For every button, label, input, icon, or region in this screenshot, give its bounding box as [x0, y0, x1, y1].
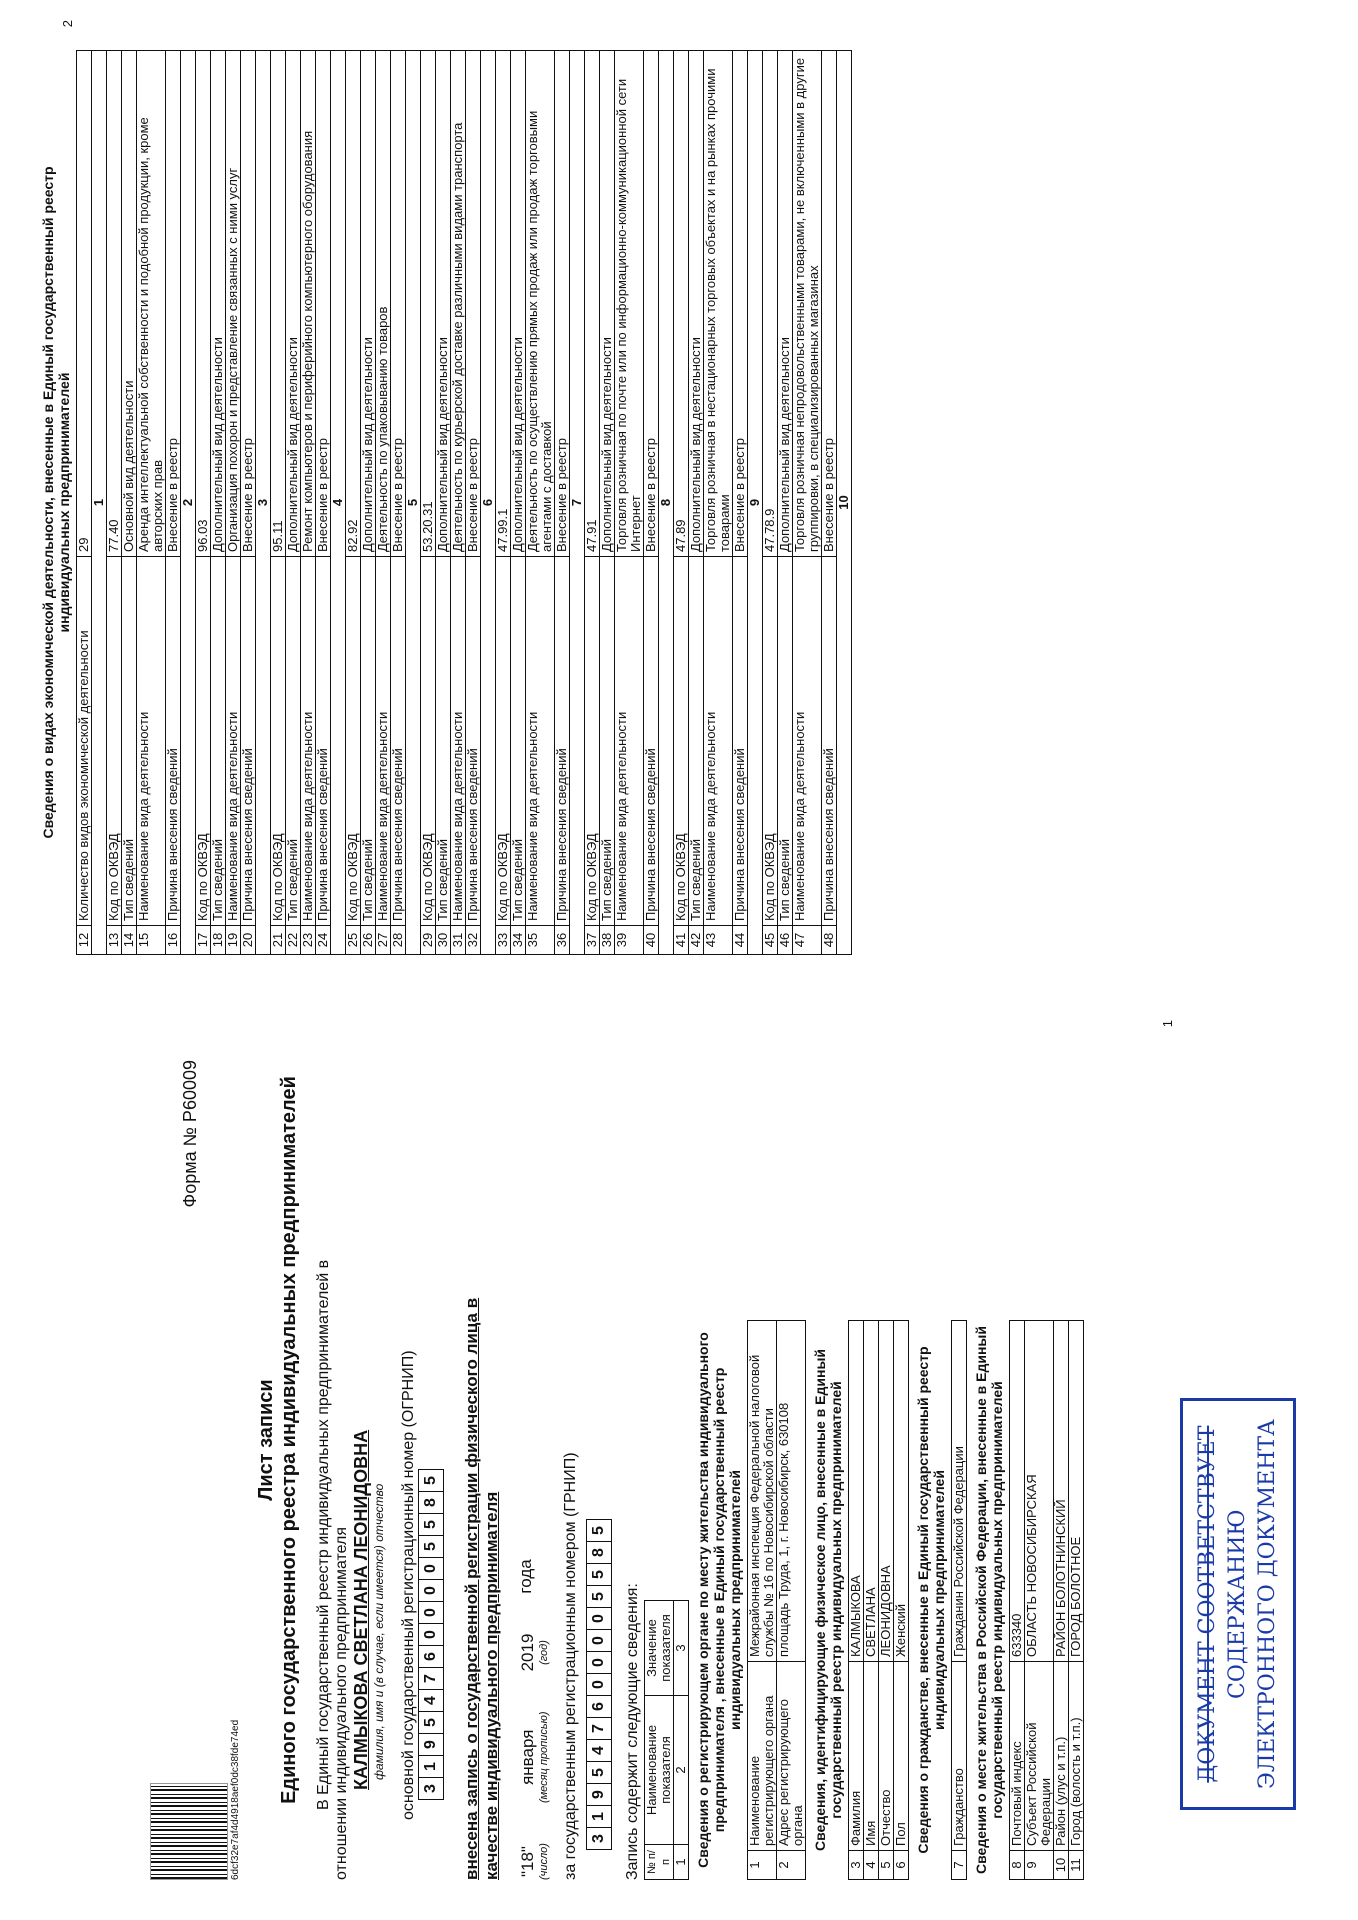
digit-box: 4 — [418, 1689, 444, 1712]
digit-box: 5 — [418, 1513, 444, 1536]
row-label: Код по ОКВЭД — [107, 557, 122, 926]
table-row — [1069, 1321, 1084, 1880]
row-number: 26 — [361, 926, 376, 955]
table-row — [316, 51, 331, 955]
barcode-id: 6dcf32e7af4d4918aef0dc38fde74ed — [230, 1719, 241, 1880]
group-number-row — [570, 51, 585, 955]
row-value: Внесение в реестр — [644, 51, 659, 557]
row-label: Тип сведений — [778, 557, 793, 926]
barcode-block — [150, 1720, 241, 1880]
section-citizenship: Сведения о гражданстве, внесенные в Единый государственный реестр индивидуальных предпринимателей — [915, 1346, 947, 1854]
title-1: Лист записи — [255, 1379, 277, 1501]
digit-box: 0 — [418, 1579, 444, 1602]
group-number: 3 — [256, 51, 271, 955]
row-number: 34 — [511, 926, 526, 955]
ogrnip-digits — [418, 1470, 444, 1800]
grnip-digits — [586, 1520, 612, 1850]
title-2: Единого государственного реестра индивидуальных предпринимателей — [278, 1076, 300, 1804]
row-number: 5 — [879, 1851, 894, 1880]
table-row — [391, 51, 406, 955]
row-value: ЛЕОНИДОВНА — [879, 1321, 894, 1662]
row-value: Внесение в реестр — [466, 51, 481, 557]
row-value: Дополнительный вид деятельности — [211, 51, 226, 557]
row-number: 30 — [436, 926, 451, 955]
group-number-row — [837, 51, 852, 955]
row-value: Внесение в реестр — [241, 51, 256, 557]
row-value: Торговля розничная в нестационарных торговых объектах и на рынках прочими товарами — [704, 51, 733, 557]
row-number: 3 — [849, 1851, 864, 1880]
row-number: 6 — [894, 1851, 909, 1880]
row-number: 29 — [421, 926, 436, 955]
row-value: Ремонт компьютеров и периферийного компьютерного оборудования — [301, 51, 316, 557]
row-label: Причина внесения сведений — [644, 557, 659, 926]
digit-box: 0 — [586, 1651, 612, 1674]
row-number: 48 — [822, 926, 837, 955]
row-label: Тип сведений — [436, 557, 451, 926]
row-value: Дополнительный вид деятельности — [286, 51, 301, 557]
digit-box: 8 — [418, 1491, 444, 1514]
row-value: Дополнительный вид деятельности — [689, 51, 704, 557]
barcode-image — [150, 1783, 228, 1880]
digit-box: 9 — [418, 1733, 444, 1756]
row-value: Деятельность по осуществлению прямых продаж или продаж торговыми агентами с доставкой — [526, 51, 555, 557]
row-number: 12 — [77, 926, 92, 955]
table-row — [286, 51, 301, 955]
row-value: Женский — [894, 1321, 909, 1662]
row-label: Субъект Российской Федерации — [1025, 1662, 1054, 1851]
header-table — [644, 1600, 689, 1880]
table-row — [166, 51, 181, 955]
date-block — [516, 1000, 550, 1880]
row-value: ОБЛАСТЬ НОВОСИБИРСКАЯ — [1025, 1321, 1054, 1662]
row-label: Тип сведений — [286, 557, 301, 926]
digit-box: 7 — [418, 1667, 444, 1690]
row-number: 9 — [1025, 1851, 1054, 1880]
group-number: 4 — [331, 51, 346, 955]
row-label: Код по ОКВЭД — [674, 557, 689, 926]
grnip-block — [562, 1000, 612, 1880]
date-day: "18" — [518, 1846, 537, 1878]
group-number-row — [481, 51, 496, 955]
table-row — [436, 51, 451, 955]
table-row — [271, 51, 286, 955]
row-value: Торговля розничная непродовольственными товарами, не включенными в другие группировки, в специализированных магазинах — [793, 51, 822, 557]
row-value: 633340 — [1010, 1321, 1025, 1662]
address-table — [1009, 1320, 1084, 1880]
table-row — [526, 51, 555, 955]
entry-line-2: качестве индивидуального предпринимателя — [482, 1491, 501, 1880]
name-caption: фамилия, имя и (в случае, если имеется) отчество — [372, 1483, 386, 1780]
row-label: Количество видов экономической деятельности — [77, 557, 92, 926]
row-label: Наименование вида деятельности — [301, 557, 316, 926]
date-suffix: года — [516, 1559, 535, 1594]
row-value: Основной вид деятельности — [122, 51, 137, 557]
row-value: Дополнительный вид деятельности — [436, 51, 451, 557]
table-row — [674, 51, 689, 955]
date-year-caption: (год) — [538, 1640, 550, 1665]
row-label: Код по ОКВЭД — [421, 557, 436, 926]
row-number: 16 — [166, 926, 181, 955]
row-value: площадь Труда, 1, г. Новосибирск, 630108 — [777, 1321, 806, 1662]
row-value: Межрайонная инспекция Федеральной налоговой службы № 16 по Новосибирской области — [748, 1321, 777, 1662]
row-value: СВЕТЛАНА — [864, 1321, 879, 1662]
digit-box: 5 — [418, 1535, 444, 1558]
row-number: 38 — [600, 926, 615, 955]
digit-box: 8 — [586, 1541, 612, 1564]
row-value: Внесение в реестр — [316, 51, 331, 557]
row-label: Причина внесения сведений — [391, 557, 406, 926]
digit-box: 1 — [586, 1805, 612, 1828]
row-value: Деятельность по упаковыванию товаров — [376, 51, 391, 557]
grnip-label: за государственным регистрационным номером (ГРНИП) — [562, 1452, 579, 1880]
row-value: Дополнительный вид деятельности — [361, 51, 376, 557]
header-no: № п/п — [645, 1845, 674, 1880]
row-label: Наименование вида деятельности — [526, 557, 555, 926]
table-row — [849, 1321, 864, 1880]
table-row — [879, 1321, 894, 1880]
table-row — [346, 51, 361, 955]
intro-line: В Единый государственный реестр индивидуальных предпринимателей в — [315, 1259, 332, 1810]
table-row — [793, 51, 822, 955]
row-label: Тип сведений — [211, 557, 226, 926]
row-number: 31 — [451, 926, 466, 955]
header-c2: 2 — [674, 1696, 689, 1845]
table-row — [763, 51, 778, 955]
ogrnip-block — [400, 1000, 444, 1880]
row-number: 28 — [391, 926, 406, 955]
row-number: 24 — [316, 926, 331, 955]
row-value: 47.78.9 — [763, 51, 778, 557]
digit-box: 6 — [418, 1645, 444, 1668]
digit-box: 0 — [586, 1607, 612, 1630]
date-year: 2019 — [518, 1633, 537, 1672]
conformity-stamp — [1180, 1398, 1296, 1810]
section-okved: Сведения о видах экономической деятельности, внесенные в Единый государственный реестр индивидуальных предпринимателей — [40, 166, 72, 839]
person-name: КАЛМЫКОВА СВЕТЛАНА ЛЕОНИДОВНА — [351, 1429, 371, 1790]
table-row — [226, 51, 241, 955]
row-label: Наименование вида деятельности — [704, 557, 733, 926]
table-row — [689, 51, 704, 955]
table-row — [778, 51, 793, 955]
row-number: 1 — [748, 1851, 777, 1880]
date-month: января — [518, 1729, 537, 1785]
row-label: Наименование вида деятельности — [615, 557, 644, 926]
table-row — [615, 51, 644, 955]
entry-line-1: внесена запись о государственной регистрации физического лица в — [462, 1297, 481, 1880]
table-row — [822, 51, 837, 955]
date-month-caption: (месяц прописью) — [538, 1711, 550, 1804]
row-label: Код по ОКВЭД — [496, 557, 511, 926]
table-row — [748, 1321, 777, 1880]
row-label: Код по ОКВЭД — [346, 557, 361, 926]
row-label: Наименование вида деятельности — [137, 557, 166, 926]
row-number: 13 — [107, 926, 122, 955]
row-value: Дополнительный вид деятельности — [600, 51, 615, 557]
row-label: Адрес регистрирующего органа — [777, 1662, 806, 1851]
row-label: Отчество — [879, 1662, 894, 1851]
table-row — [1025, 1321, 1054, 1880]
page-1 — [150, 1000, 1175, 1880]
table-row — [704, 51, 733, 955]
row-label: Наименование вида деятельности — [451, 557, 466, 926]
table-row — [496, 51, 511, 955]
table-row — [777, 1321, 806, 1880]
row-value: 95.11 — [271, 51, 286, 557]
stamp-line-1: ДОКУМЕНТ СООТВЕТСТВУЕТ — [1195, 1425, 1220, 1783]
digit-box: 5 — [418, 1469, 444, 1492]
row-label: Имя — [864, 1662, 879, 1851]
row-value: 47.89 — [674, 51, 689, 557]
row-label: Причина внесения сведений — [241, 557, 256, 926]
contains-label: Запись содержит следующие сведения: — [624, 1583, 641, 1880]
row-value: Внесение в реестр — [822, 51, 837, 557]
row-number: 44 — [733, 926, 748, 955]
row-label: Наименование вида деятельности — [226, 557, 241, 926]
group-number-row — [406, 51, 421, 955]
row-label: Причина внесения сведений — [466, 557, 481, 926]
group-number-row — [92, 51, 107, 955]
digit-box: 9 — [586, 1783, 612, 1806]
digit-box: 3 — [418, 1777, 444, 1800]
group-number: 1 — [92, 51, 107, 955]
row-value: РАЙОН БОЛОТНИНСКИЙ — [1054, 1321, 1069, 1662]
row-number: 18 — [211, 926, 226, 955]
row-label: Пол — [894, 1662, 909, 1851]
row-label: Тип сведений — [361, 557, 376, 926]
row-label: Фамилия — [849, 1662, 864, 1851]
table-row — [600, 51, 615, 955]
page-2-number: 2 — [60, 20, 75, 28]
row-label: Район (улус и т.п.) — [1054, 1662, 1069, 1851]
table-row — [421, 51, 436, 955]
table-row — [77, 51, 92, 955]
row-value: Торговля розничная по почте или по информационно-коммуникационной сети Интернет — [615, 51, 644, 557]
row-value: Внесение в реестр — [555, 51, 570, 557]
row-number: 36 — [555, 926, 570, 955]
row-value: 47.99.1 — [496, 51, 511, 557]
row-number: 41 — [674, 926, 689, 955]
row-value: КАЛМЫКОВА — [849, 1321, 864, 1662]
row-number: 14 — [122, 926, 137, 955]
group-number: 10 — [837, 51, 852, 955]
row-value: ГОРОД БОЛОТНОЕ — [1069, 1321, 1084, 1662]
row-value: 47.91 — [585, 51, 600, 557]
ogrnip-label: основной государственный регистрационный номер (ОГРНИП) — [400, 1350, 417, 1820]
digit-box: 5 — [586, 1563, 612, 1586]
table-row — [1010, 1321, 1025, 1880]
identity-table — [848, 1320, 909, 1880]
row-number: 43 — [704, 926, 733, 955]
row-number: 27 — [376, 926, 391, 955]
row-label: Почтовый индекс — [1010, 1662, 1025, 1851]
table-row — [644, 51, 659, 955]
group-number: 5 — [406, 51, 421, 955]
table-row — [196, 51, 211, 955]
digit-box: 1 — [418, 1755, 444, 1778]
digit-box: 0 — [418, 1557, 444, 1580]
group-number: 8 — [659, 51, 674, 955]
table-row — [107, 51, 122, 955]
row-value: Внесение в реестр — [733, 51, 748, 557]
row-label: Причина внесения сведений — [316, 557, 331, 926]
header-value: Значение показателя — [645, 1601, 674, 1696]
table-row — [211, 51, 226, 955]
row-value: 29 — [77, 51, 92, 557]
okved-table — [76, 50, 852, 955]
group-number-row — [181, 51, 196, 955]
row-label: Тип сведений — [122, 557, 137, 926]
row-number: 39 — [615, 926, 644, 955]
row-value: Аренда интеллектуальной собственности и подобной продукции, кроме авторских прав — [137, 51, 166, 557]
row-number: 21 — [271, 926, 286, 955]
row-value: Гражданин Российской Федерации — [952, 1321, 967, 1662]
registrar-table — [747, 1320, 806, 1880]
digit-box: 5 — [586, 1519, 612, 1542]
digit-box: 7 — [586, 1717, 612, 1740]
row-label: Причина внесения сведений — [555, 557, 570, 926]
group-number: 7 — [570, 51, 585, 955]
row-value: Организация похорон и представление связанных с ними услуг — [226, 51, 241, 557]
row-number: 35 — [526, 926, 555, 955]
row-label: Наименование вида деятельности — [376, 557, 391, 926]
table-row — [451, 51, 466, 955]
row-label: Тип сведений — [511, 557, 526, 926]
digit-box: 4 — [586, 1739, 612, 1762]
row-number: 7 — [952, 1851, 967, 1880]
digit-box: 0 — [586, 1629, 612, 1652]
table-row — [733, 51, 748, 955]
row-number: 33 — [496, 926, 511, 955]
row-number: 47 — [793, 926, 822, 955]
row-number: 40 — [644, 926, 659, 955]
form-number: Форма № Р60009 — [180, 1060, 200, 1208]
row-value: Внесение в реестр — [391, 51, 406, 557]
group-number-row — [748, 51, 763, 955]
table-row — [137, 51, 166, 955]
group-number: 9 — [748, 51, 763, 955]
row-label: Тип сведений — [600, 557, 615, 926]
section-registrar: Сведения о регистрирующем органе по месту жительства индивидуального предпринимателя , внесенные в Единый государственный реестр индивидуальных предпринимателей — [695, 1332, 743, 1868]
page-1-number: 1 — [1160, 1020, 1175, 1028]
table-row — [864, 1321, 879, 1880]
row-number: 46 — [778, 926, 793, 955]
row-label: Причина внесения сведений — [733, 557, 748, 926]
digit-box: 5 — [418, 1711, 444, 1734]
row-number: 15 — [137, 926, 166, 955]
page-2 — [40, 20, 852, 955]
section-identity: Сведения, идентифицирующие физическое лицо, внесенные в Единый государственный реестр индивидуальных предпринимателей — [812, 1348, 844, 1852]
section-address: Сведения о месте жительства в Российской Федерации, внесенные в Единый государственный реестр индивидуальных предпринимателей — [973, 1326, 1005, 1875]
row-number: 32 — [466, 926, 481, 955]
group-number-row — [659, 51, 674, 955]
row-number: 17 — [196, 926, 211, 955]
digit-box: 3 — [586, 1827, 612, 1850]
row-number: 20 — [241, 926, 256, 955]
group-number: 6 — [481, 51, 496, 955]
row-label: Наименование вида деятельности — [793, 557, 822, 926]
row-label: Код по ОКВЭД — [196, 557, 211, 926]
row-number: 37 — [585, 926, 600, 955]
header-c1: 1 — [674, 1845, 689, 1880]
row-value: Деятельность по курьерской доставке различными видами транспорта — [451, 51, 466, 557]
row-value: Дополнительный вид деятельности — [511, 51, 526, 557]
row-value: 82.92 — [346, 51, 361, 557]
row-value: Дополнительный вид деятельности — [778, 51, 793, 557]
table-row — [241, 51, 256, 955]
table-row — [511, 51, 526, 955]
table-row — [585, 51, 600, 955]
table-row — [894, 1321, 909, 1880]
table-row — [466, 51, 481, 955]
row-label: Наименование регистрирующего органа — [748, 1662, 777, 1851]
row-label: Код по ОКВЭД — [271, 557, 286, 926]
intro-line-2: отношении индивидуального предпринимателя — [333, 1526, 350, 1880]
table-row — [1054, 1321, 1069, 1880]
digit-box: 0 — [418, 1623, 444, 1646]
row-number: 11 — [1069, 1851, 1084, 1880]
row-number: 2 — [777, 1851, 806, 1880]
stamp-line-3: ЭЛЕКТРОННОГО ДОКУМЕНТА — [1255, 1419, 1280, 1789]
digit-box: 0 — [418, 1601, 444, 1624]
row-label: Тип сведений — [689, 557, 704, 926]
row-label: Код по ОКВЭД — [585, 557, 600, 926]
row-label: Код по ОКВЭД — [763, 557, 778, 926]
group-number-row — [331, 51, 346, 955]
digit-box: 5 — [586, 1761, 612, 1784]
row-number: 4 — [864, 1851, 879, 1880]
stamp-line-2: СОДЕРЖАНИЮ — [1225, 1509, 1250, 1699]
row-number: 22 — [286, 926, 301, 955]
table-row — [376, 51, 391, 955]
row-label: Гражданство — [952, 1662, 967, 1851]
row-number: 19 — [226, 926, 241, 955]
table-row — [361, 51, 376, 955]
group-number: 2 — [181, 51, 196, 955]
table-row — [301, 51, 316, 955]
digit-box: 6 — [586, 1695, 612, 1718]
row-value: Внесение в реестр — [166, 51, 181, 557]
citizenship-table — [951, 1320, 967, 1880]
table-row — [122, 51, 137, 955]
row-value: 53.20.31 — [421, 51, 436, 557]
table-row — [952, 1321, 967, 1880]
table-row — [555, 51, 570, 955]
row-value: 96.03 — [196, 51, 211, 557]
row-number: 45 — [763, 926, 778, 955]
header-name: Наименование показателя — [645, 1696, 674, 1845]
group-number-row — [256, 51, 271, 955]
row-label: Причина внесения сведений — [166, 557, 181, 926]
row-number: 25 — [346, 926, 361, 955]
digit-box: 5 — [586, 1585, 612, 1608]
row-number: 10 — [1054, 1851, 1069, 1880]
row-number: 42 — [689, 926, 704, 955]
row-number: 23 — [301, 926, 316, 955]
row-label: Город (волость и т.п.) — [1069, 1662, 1084, 1851]
row-value: 77.40 — [107, 51, 122, 557]
row-label: Причина внесения сведений — [822, 557, 837, 926]
row-number: 8 — [1010, 1851, 1025, 1880]
date-day-caption: (число) — [538, 1843, 550, 1880]
digit-box: 0 — [586, 1673, 612, 1696]
header-c3: 3 — [674, 1601, 689, 1696]
